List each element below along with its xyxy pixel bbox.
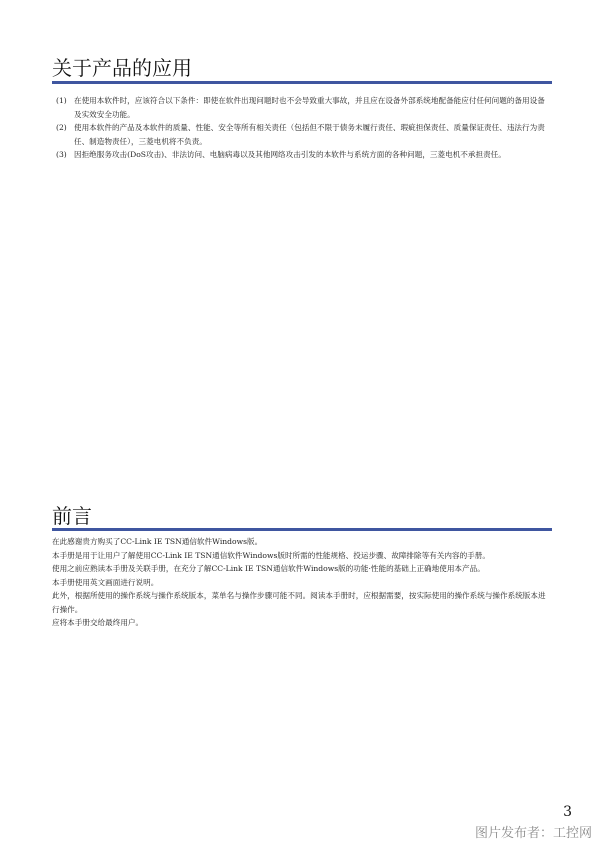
application-notes-list bbox=[52, 94, 552, 162]
list-item bbox=[52, 121, 552, 148]
preface-paragraph: 应将本手册交给最终用户。 bbox=[52, 618, 144, 627]
list-item bbox=[52, 94, 552, 121]
list-item-text: 使用本软件的产品及本软件的质量、性能、安全等所有相关责任（包括但不限于债务未履行责任、瑕疵担保责任、质量保证责任、违法行为责任、制造物责任），三菱电机将不负责。 bbox=[74, 123, 545, 146]
list-item-text: 在使用本软件时，应该符合以下条件：即使在软件出现问题时也不会导致重大事故，并且应在设备外部系统地配备能应付任何问题的备用设备及实效安全功能。 bbox=[74, 96, 545, 119]
preface-body bbox=[52, 535, 552, 630]
list-item bbox=[52, 148, 552, 162]
preface-paragraph: 使用之前应熟读本手册及关联手册，在充分了解CC-Link IE TSN通信软件Windows版的功能·性能的基础上正确地使用本产品。 bbox=[52, 564, 485, 573]
section-title-underline bbox=[52, 81, 552, 84]
section-title-preface: 前言 bbox=[52, 504, 92, 528]
section-title-product-application: 关于产品的应用 bbox=[52, 56, 192, 80]
page-number: 3 bbox=[563, 804, 572, 820]
list-item-number: (3) bbox=[56, 150, 67, 159]
preface-paragraph: 在此感谢贵方购买了CC-Link IE TSN通信软件Windows版。 bbox=[52, 537, 263, 546]
preface-paragraph: 本手册是用于让用户了解使用CC-Link IE TSN通信软件Windows版时所需的性能规格、投运步骤、故障排除等有关内容的手册。 bbox=[52, 550, 490, 560]
publisher-watermark: 图片发布者：工控网 bbox=[474, 826, 592, 841]
list-item-text: 因拒绝服务攻击(DoS攻击)、非法访问、电脑病毒以及其他网络攻击引发的本软件与系统方面的各种问题，三菱电机不承担责任。 bbox=[74, 150, 506, 159]
list-item-number: (1) bbox=[56, 96, 67, 105]
list-item-number: (2) bbox=[56, 123, 67, 132]
preface-paragraph: 此外，根据所使用的操作系统与操作系统版本，菜单名与操作步骤可能不同。阅读本手册时，应根据需要，按实际使用的操作系统与操作系统版本进行操作。 bbox=[52, 591, 546, 614]
preface-paragraph: 本手册使用英文画面进行说明。 bbox=[52, 577, 159, 587]
section-title-underline bbox=[52, 528, 552, 531]
